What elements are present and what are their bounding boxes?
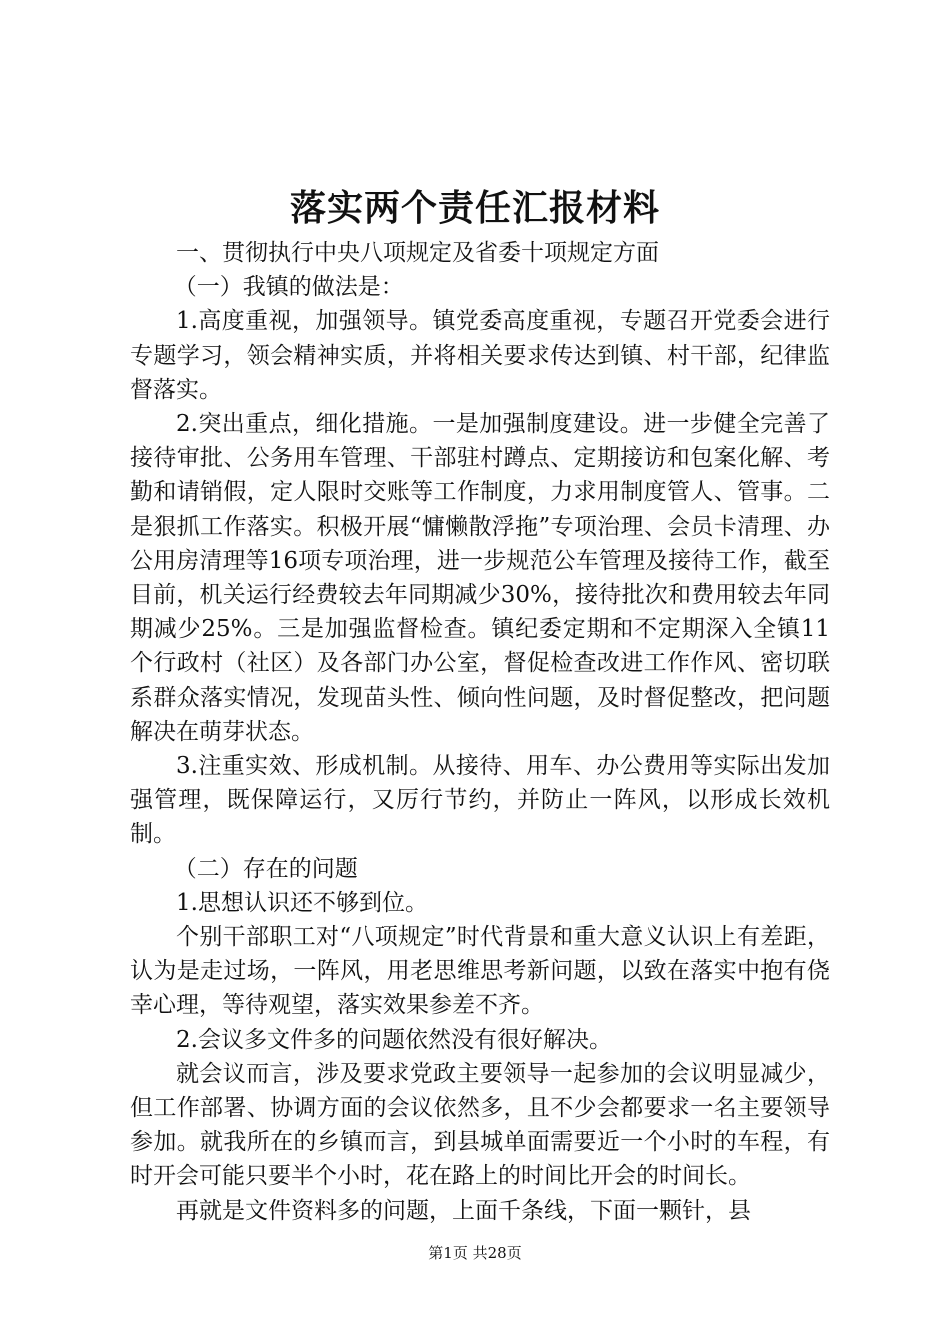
- body-paragraph: 就会议而言，涉及要求党政主要领导一起参加的会议明显减少，但工作部署、协调方面的会议依然多，且不少会都要求一名主要领导参加。就我所在的乡镇而言，到县城单面需要近一个小时的车程，有时开会可能只要半个小时，花在路上的时间比开会的时间长。: [130, 1060, 830, 1190]
- subsection-heading: （二）存在的问题: [173, 855, 358, 882]
- document-body: [130, 236, 830, 1228]
- body-paragraph: 1.高度重视，加强领导。镇党委高度重视，专题召开党委会进行专题学习，领会精神实质，并将相关要求传达到镇、村干部，纪律监督落实。: [130, 308, 830, 403]
- body-paragraph: 个别干部职工对“八项规定”时代背景和重大意义认识上有差距，认为是走过场，一阵风，用老思维思考新问题，以致在落实中抱有侥幸心理，等待观望，落实效果参差不齐。: [130, 924, 830, 1019]
- body-paragraph: 2.突出重点，细化措施。一是加强制度建设。进一步健全完善了接待审批、公务用车管理、干部驻村蹲点、定期接访和包案化解、考勤和请销假，定人限时交账等工作制度，力求用制度管人、管事。二是狠抓工作落实。积极开展“慵懒散浮拖”专项治理、会员卡清理、办公用房清理等16项专项治理，进一步规范公车管理及接待工作，截至目前，机关运行经费较去年同期减少30%，接待批次和费用较去年同期减少25%。三是加强监督检查。镇纪委定期和不定期深入全镇11个行政村（社区）及各部门办公室，督促检查改进工作作风、密切联系群众落实情况，发现苗头性、倾向性问题，及时督促整改，把问题解决在萌芽状态。: [130, 411, 830, 745]
- body-paragraph: 再就是文件资料多的问题，上面千条线，下面一颗针，县: [176, 1197, 751, 1224]
- page-footer: 第1页 共28页: [428, 1244, 522, 1262]
- body-paragraph: 3.注重实效、形成机制。从接待、用车、办公费用等实际出发加强管理，既保障运行，又厉行节约，并防止一阵风，以形成长效机制。: [130, 753, 830, 848]
- section-heading: 一、贯彻执行中央八项规定及省委十项规定方面: [176, 240, 659, 266]
- subsection-heading: （一）我镇的做法是：: [173, 274, 404, 301]
- document-title: 落实两个责任汇报材料: [289, 187, 660, 229]
- body-paragraph: 2.会议多文件多的问题依然没有很好解决。: [176, 1026, 612, 1053]
- body-paragraph: 1.思想认识还不够到位。: [176, 889, 428, 916]
